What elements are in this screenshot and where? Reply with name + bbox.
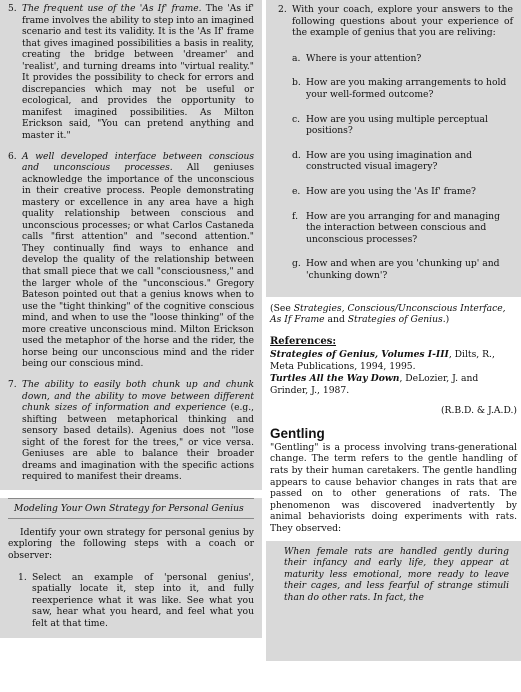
item-body: (e.g., shifting between metaphorical thinking and sensory based details). Agenius does not "lose sight of the forest for the trees," or vice versa. Geniuses are able to balance their broader dreams and imagination with the specific actions required to manifest their dreams. bbox=[22, 403, 254, 483]
item-title: The frequent use of the 'As If' frame. bbox=[22, 4, 202, 14]
question-b bbox=[274, 77, 513, 100]
see-also-and: and bbox=[324, 314, 348, 326]
question-a bbox=[274, 53, 513, 65]
list-item-6 bbox=[8, 152, 254, 371]
question-label: a. bbox=[292, 52, 301, 64]
reference-rest: , Dilts, R., Meta Publications, 1994, 1995. bbox=[270, 349, 495, 372]
references-section bbox=[266, 303, 521, 535]
question-text: How are you using imagination and constructed visual imagery? bbox=[306, 149, 473, 173]
question-label: f. bbox=[292, 210, 298, 222]
step-2 bbox=[274, 4, 513, 39]
question-label: g. bbox=[292, 258, 301, 270]
item-body: All geniuses acknowledge the importance of the unconscious in their creative process. People demonstrating mastery or excellence in any area have a high quality relationship between conscious and unconscious processes; or what Carlos Castaneda calls "first attention" and "second attention." They continually find ways to enhance and develop the quality of the relationship between that small piece that we call "consciousness," and the larger whole of the "unconscious." Gregory Bateson pointed out that a genius knows when to use the "tight thinking" of the cognitive conscious mind, and when to use the "loose thinking" of the more creative unconscious mind. Milton Erickson used the metaphor of the horse and the rider, the horse being our unconscious mind and the rider being our conscious mind. bbox=[22, 163, 254, 370]
modeling-box bbox=[0, 498, 262, 638]
list-item-7 bbox=[8, 380, 254, 484]
modeling-intro: Identify your own strategy for personal genius by exploring the following steps with a coach or observer: bbox=[8, 526, 254, 562]
question-label: c. bbox=[292, 113, 301, 125]
reference-1 bbox=[270, 349, 517, 372]
question-e bbox=[274, 186, 513, 198]
item-number: 7. bbox=[8, 379, 17, 390]
modeling-heading: Modeling Your Own Strategy for Personal Genius bbox=[8, 498, 254, 519]
question-label: e. bbox=[292, 185, 301, 197]
question-c bbox=[274, 114, 513, 137]
question-text: How are you using multiple perceptual positions? bbox=[306, 113, 488, 137]
left-column bbox=[0, 0, 262, 638]
question-f bbox=[274, 211, 513, 246]
question-d bbox=[274, 150, 513, 173]
reference-rest: , DeLozier, J. and Grinder, J., 1987. bbox=[270, 373, 479, 397]
see-also bbox=[270, 303, 517, 326]
step-number: 2. bbox=[278, 4, 287, 15]
step-number: 1. bbox=[18, 571, 27, 583]
reference-title: Turtles All the Way Down bbox=[270, 373, 400, 385]
question-label: b. bbox=[292, 77, 301, 89]
list-item-5 bbox=[8, 4, 254, 143]
step-1-text: Select an example of 'personal genius', spatially locate it, step into it, and fully reexperience what it was like. See what you saw, hear what you heard, and feel what you felt at that time. bbox=[32, 571, 254, 630]
step-2-text: With your coach, explore your answers to the following questions about your experience of the example of genius that you are reliving: bbox=[292, 4, 513, 39]
references-heading: References: bbox=[270, 335, 337, 347]
question-text: How are you arranging for and managing the interaction between conscious and unconscious processes? bbox=[306, 210, 500, 245]
see-also-last: Strategies of Genius bbox=[347, 314, 443, 326]
author-initials: (R.B.D. & J.A.D.) bbox=[440, 404, 517, 416]
question-g bbox=[274, 258, 513, 281]
item-title: A well developed interface between conscious and unconscious processes. bbox=[22, 151, 254, 174]
gentling-quote: When female rats are handled gently during their infancy and early life, they appear at maturity less emotional, more ready to leave their cages, and less fearful of strange stimuli than do other rats. In fact, the bbox=[284, 546, 509, 603]
quote-box bbox=[266, 541, 521, 661]
step-1 bbox=[8, 572, 254, 630]
see-also-links: Strategies, Conscious/Unconscious Interface, As If Frame bbox=[270, 302, 506, 326]
question-text: How and when are you 'chunking up' and 'chunking down'? bbox=[306, 258, 500, 281]
reference-title: Strategies of Genius, Volumes I-III bbox=[270, 349, 449, 361]
question-text: Where is your attention? bbox=[306, 52, 422, 64]
item-number: 6. bbox=[8, 151, 17, 162]
reference-2 bbox=[270, 373, 517, 396]
see-also-prefix: (See bbox=[270, 302, 294, 314]
item-title: The ability to easily both chunk up and chunk down, and the ability to move between different chunk sizes of information and experience bbox=[22, 379, 254, 414]
item-body: The 'As if' frame involves the ability to step into an imagined scenario and test its validity. It is the 'As If' frame that gives imagined possibilities a basis in reality, creating the bridge between 'dreamer' and 'realist', and turning dreams into "virtual reality." It provides the possibility to check for errors and discrepancies which may not be useful or ecological, and provides the opportunity to manifest imagined possibilities. As Milton Erickson said, "You can pretend anything and master it." bbox=[22, 4, 254, 142]
questions-box bbox=[266, 0, 521, 297]
question-label: d. bbox=[292, 149, 301, 161]
genius-traits-box bbox=[0, 0, 262, 490]
right-column bbox=[266, 0, 521, 661]
gentling-heading: Gentling bbox=[270, 426, 325, 442]
item-number: 5. bbox=[8, 4, 17, 14]
question-text: How are you using the 'As If' frame? bbox=[306, 185, 476, 197]
question-text: How are you making arrangements to hold your well-formed outcome? bbox=[306, 77, 507, 100]
gentling-body: "Gentling" is a process involving trans-generational change. The term refers to the gentle handling of rats by their human caretakers. The gentle handling appears to cause behavior changes in rats that are passed on to other generations of rats. The phenomenon was discovered inadvertently by animal behaviorists doing experiments with rats. They observed: bbox=[270, 441, 517, 534]
question-list bbox=[274, 53, 513, 282]
see-also-suffix: .) bbox=[442, 314, 450, 326]
